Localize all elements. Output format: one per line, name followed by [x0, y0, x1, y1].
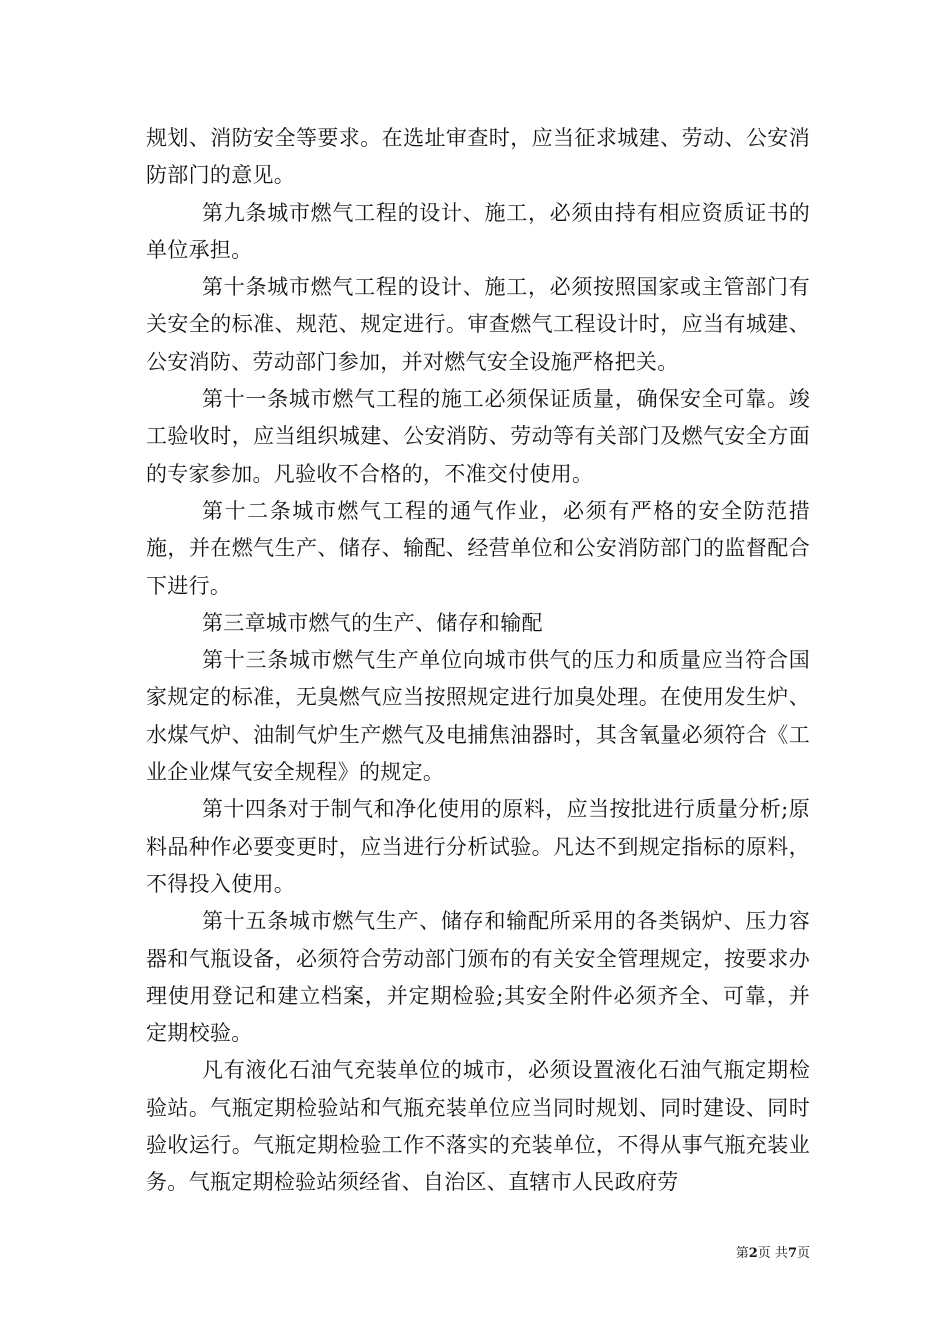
paragraph-lpg-inspection: 凡有液化石油气充装单位的城市，必须设置液化石油气瓶定期检验站。气瓶定期检验站和气瓶充装单位应当同时规划、同时建设、同时验收运行。气瓶定期检验工作不落实的充装单位，不得从事气瓶充装业务。气瓶定期检验站须经省、自治区、直辖市人民政府劳 — [146, 1058, 810, 1195]
paragraph-article-10: 第十条城市燃气工程的设计、施工，必须按照国家或主管部门有关安全的标准、规范、规定进行。审查燃气工程设计时，应当有城建、公安消防、劳动部门参加，并对燃气安全设施严格把关。 — [146, 275, 810, 374]
paragraph-article-15: 第十五条城市燃气生产、储存和输配所采用的各类锅炉、压力容器和气瓶设备，必须符合劳动部门颁布的有关安全管理规定，按要求办理使用登记和建立档案，并定期检验;其安全附件必须齐全、可靠，并定期校验。 — [146, 909, 810, 1046]
paragraph-article-9: 第九条城市燃气工程的设计、施工，必须由持有相应资质证书的单位承担。 — [146, 200, 810, 262]
paragraph-article-11: 第十一条城市燃气工程的施工必须保证质量，确保安全可靠。竣工验收时，应当组织城建、公安消防、劳动等有关部门及燃气安全方面的专家参加。凡验收不合格的，不准交付使用。 — [146, 387, 810, 486]
page-number: 2 — [748, 1246, 758, 1261]
chapter-heading: 第三章城市燃气的生产、储存和输配 — [202, 610, 543, 635]
footer-middle: 页 共 — [757, 1246, 788, 1261]
footer-prefix: 第 — [735, 1246, 749, 1261]
body-text — [146, 120, 810, 1202]
paragraph: 规划、消防安全等要求。在选址审查时，应当征求城建、劳动、公安消防部门的意见。 — [146, 126, 810, 188]
footer-suffix: 页 — [796, 1246, 810, 1261]
paragraph-article-14: 第十四条对于制气和净化使用的原料，应当按批进行质量分析;原料品种作必要变更时，应当进行分析试验。凡达不到规定指标的原料，不得投入使用。 — [146, 797, 810, 896]
paragraph-article-12: 第十二条城市燃气工程的通气作业，必须有严格的安全防范措施，并在燃气生产、储存、输配、经营单位和公安消防部门的监督配合下进行。 — [146, 498, 810, 598]
page-footer — [700, 1245, 810, 1263]
total-pages: 7 — [787, 1246, 797, 1261]
paragraph-article-13: 第十三条城市燃气生产单位向城市供气的压力和质量应当符合国家规定的标准，无臭燃气应当按照规定进行加臭处理。在使用发生炉、水煤气炉、油制气炉生产燃气及电捕焦油器时，其含氧量必须符合《工业企业煤气安全规程》的规定。 — [146, 648, 810, 785]
